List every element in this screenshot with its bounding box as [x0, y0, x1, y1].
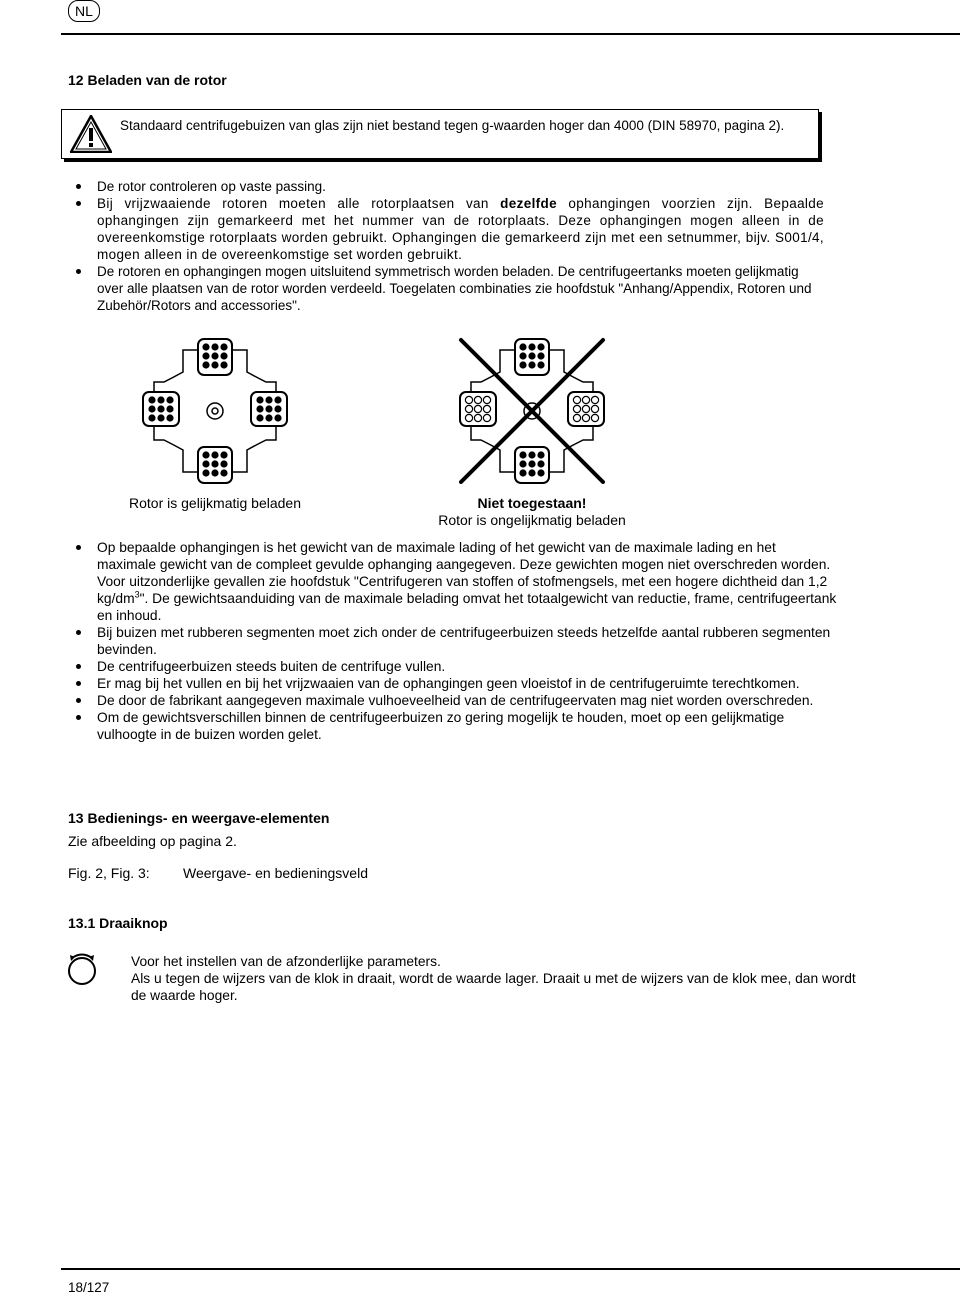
list-item: De centrifugeerbuizen steeds buiten de centrifuge vullen. — [68, 658, 838, 675]
emphasis-same: dezelfde — [500, 196, 557, 211]
section-13-title: 13 Bedienings- en weergave-elementen — [68, 810, 330, 826]
list-item: Bij vrijzwaaiende rotoren moeten alle rotorplaatsen van dezelfde ophangingen voorzien zijn. Bepaalde ophangingen zijn gemarkeerd met het nummer van de rotorplaats. Deze ophangingen mogen alleen in de overeenkomstige rotorplaats worden gebruikt. Ophangingen die gemarkeerd zijn met een setnummer, bijv. S001/4, mogen alleen in de overeenkomstige set worden gebruikt. — [68, 195, 824, 263]
knob-description — [131, 953, 861, 1004]
bucket-bottom — [515, 447, 549, 483]
fig-reference: Fig. 2, Fig. 3: — [68, 865, 150, 881]
list-item: De rotoren en ophangingen mogen uitsluitend symmetrisch worden beladen. De centrifugeertanks moeten gelijkmatig over alle plaatsen van de rotor worden verdeeld. Toegelaten combinaties zie hoofdstuk "Anhang/Appendix, Rotoren und Zubehör/Rotors and accessories". — [68, 263, 824, 314]
warning-text: Standaard centrifugebuizen van glas zijn niet bestand tegen g-waarden hoger dan 4000 (DIN 58970, pagina 2). — [120, 118, 785, 133]
load-notes-list — [68, 539, 838, 743]
fig-description: Weergave- en bedieningsveld — [183, 865, 368, 881]
list-item: De door de fabrikant aangegeven maximale vulhoeveelheid van de centrifugeervaten mag niet worden overschreden. — [68, 692, 838, 709]
rotor-balanced-figure — [140, 336, 290, 486]
list-item: Er mag bij het vullen en bij het vrijzwaaien van de ophangingen geen vloeistof in de centrifugeruimte terechtkomen. — [68, 675, 838, 692]
warning-box — [61, 109, 819, 159]
caption-balanced: Rotor is gelijkmatig beladen — [129, 495, 301, 511]
caption-unbalanced: Rotor is ongelijkmatig beladen — [438, 512, 626, 528]
section-12-title: 12 Beladen van de rotor — [68, 72, 227, 88]
list-item: De rotor controleren op vaste passing. — [68, 178, 824, 195]
header-rule — [61, 33, 960, 35]
warning-icon — [70, 115, 112, 153]
section-13-see: Zie afbeelding op pagina 2. — [68, 833, 237, 849]
list-item: Op bepaalde ophangingen is het gewicht van de maximale lading of het gewicht van de maximale lading en het maximale gewicht van de compleet gevulde ophanging aangegeven. Deze gewichten mogen niet overschreden worden. Voor uitzonderlijke gevallen zie hoofdstuk "Centrifugeren van stoffen of stofmengsels, met een hogere dichtheid dan 1,2 $kg/dm^3$". De gewichtsaanduiding van de maximale belading omvat het totaalgewicht van reductie, frame, centrifugeertank en inhoud. — [68, 539, 838, 624]
bucket-bottom — [198, 447, 232, 483]
bucket-right — [251, 392, 287, 426]
footer-rule — [61, 1268, 960, 1270]
caption-not-allowed: Niet toegestaan! — [477, 495, 587, 511]
knob-line-2: Als u tegen de wijzers van de klok in draait, wordt de waarde lager. Draait u met de wijzers van de klok mee, dan wordt de waarde hoger. — [131, 971, 856, 1003]
section-13-1-title: 13.1 Draaiknop — [68, 915, 168, 931]
bucket-top — [515, 339, 549, 375]
list-item: Bij buizen met rubberen segmenten moet zich onder de centrifugeerbuizen steeds hetzelfde aantal rubberen segmenten bevinden. — [68, 624, 838, 658]
knob-icon — [66, 950, 98, 986]
page-number: 18/127 — [68, 1280, 110, 1295]
bucket-left-empty — [460, 392, 496, 426]
language-badge: NL — [68, 0, 100, 22]
bucket-right-empty — [568, 392, 604, 426]
load-rules-list — [68, 178, 824, 314]
bucket-left — [143, 392, 179, 426]
rotor-unbalanced-figure — [457, 336, 607, 486]
knob-line-1: Voor het instellen van de afzonderlijke parameters. — [131, 954, 441, 969]
bucket-top — [198, 339, 232, 375]
list-item: Om de gewichtsverschillen binnen de centrifugeerbuizen zo gering mogelijk te houden, moet op een gelijkmatige vulhoogte in de buizen worden gelet. — [68, 709, 838, 743]
